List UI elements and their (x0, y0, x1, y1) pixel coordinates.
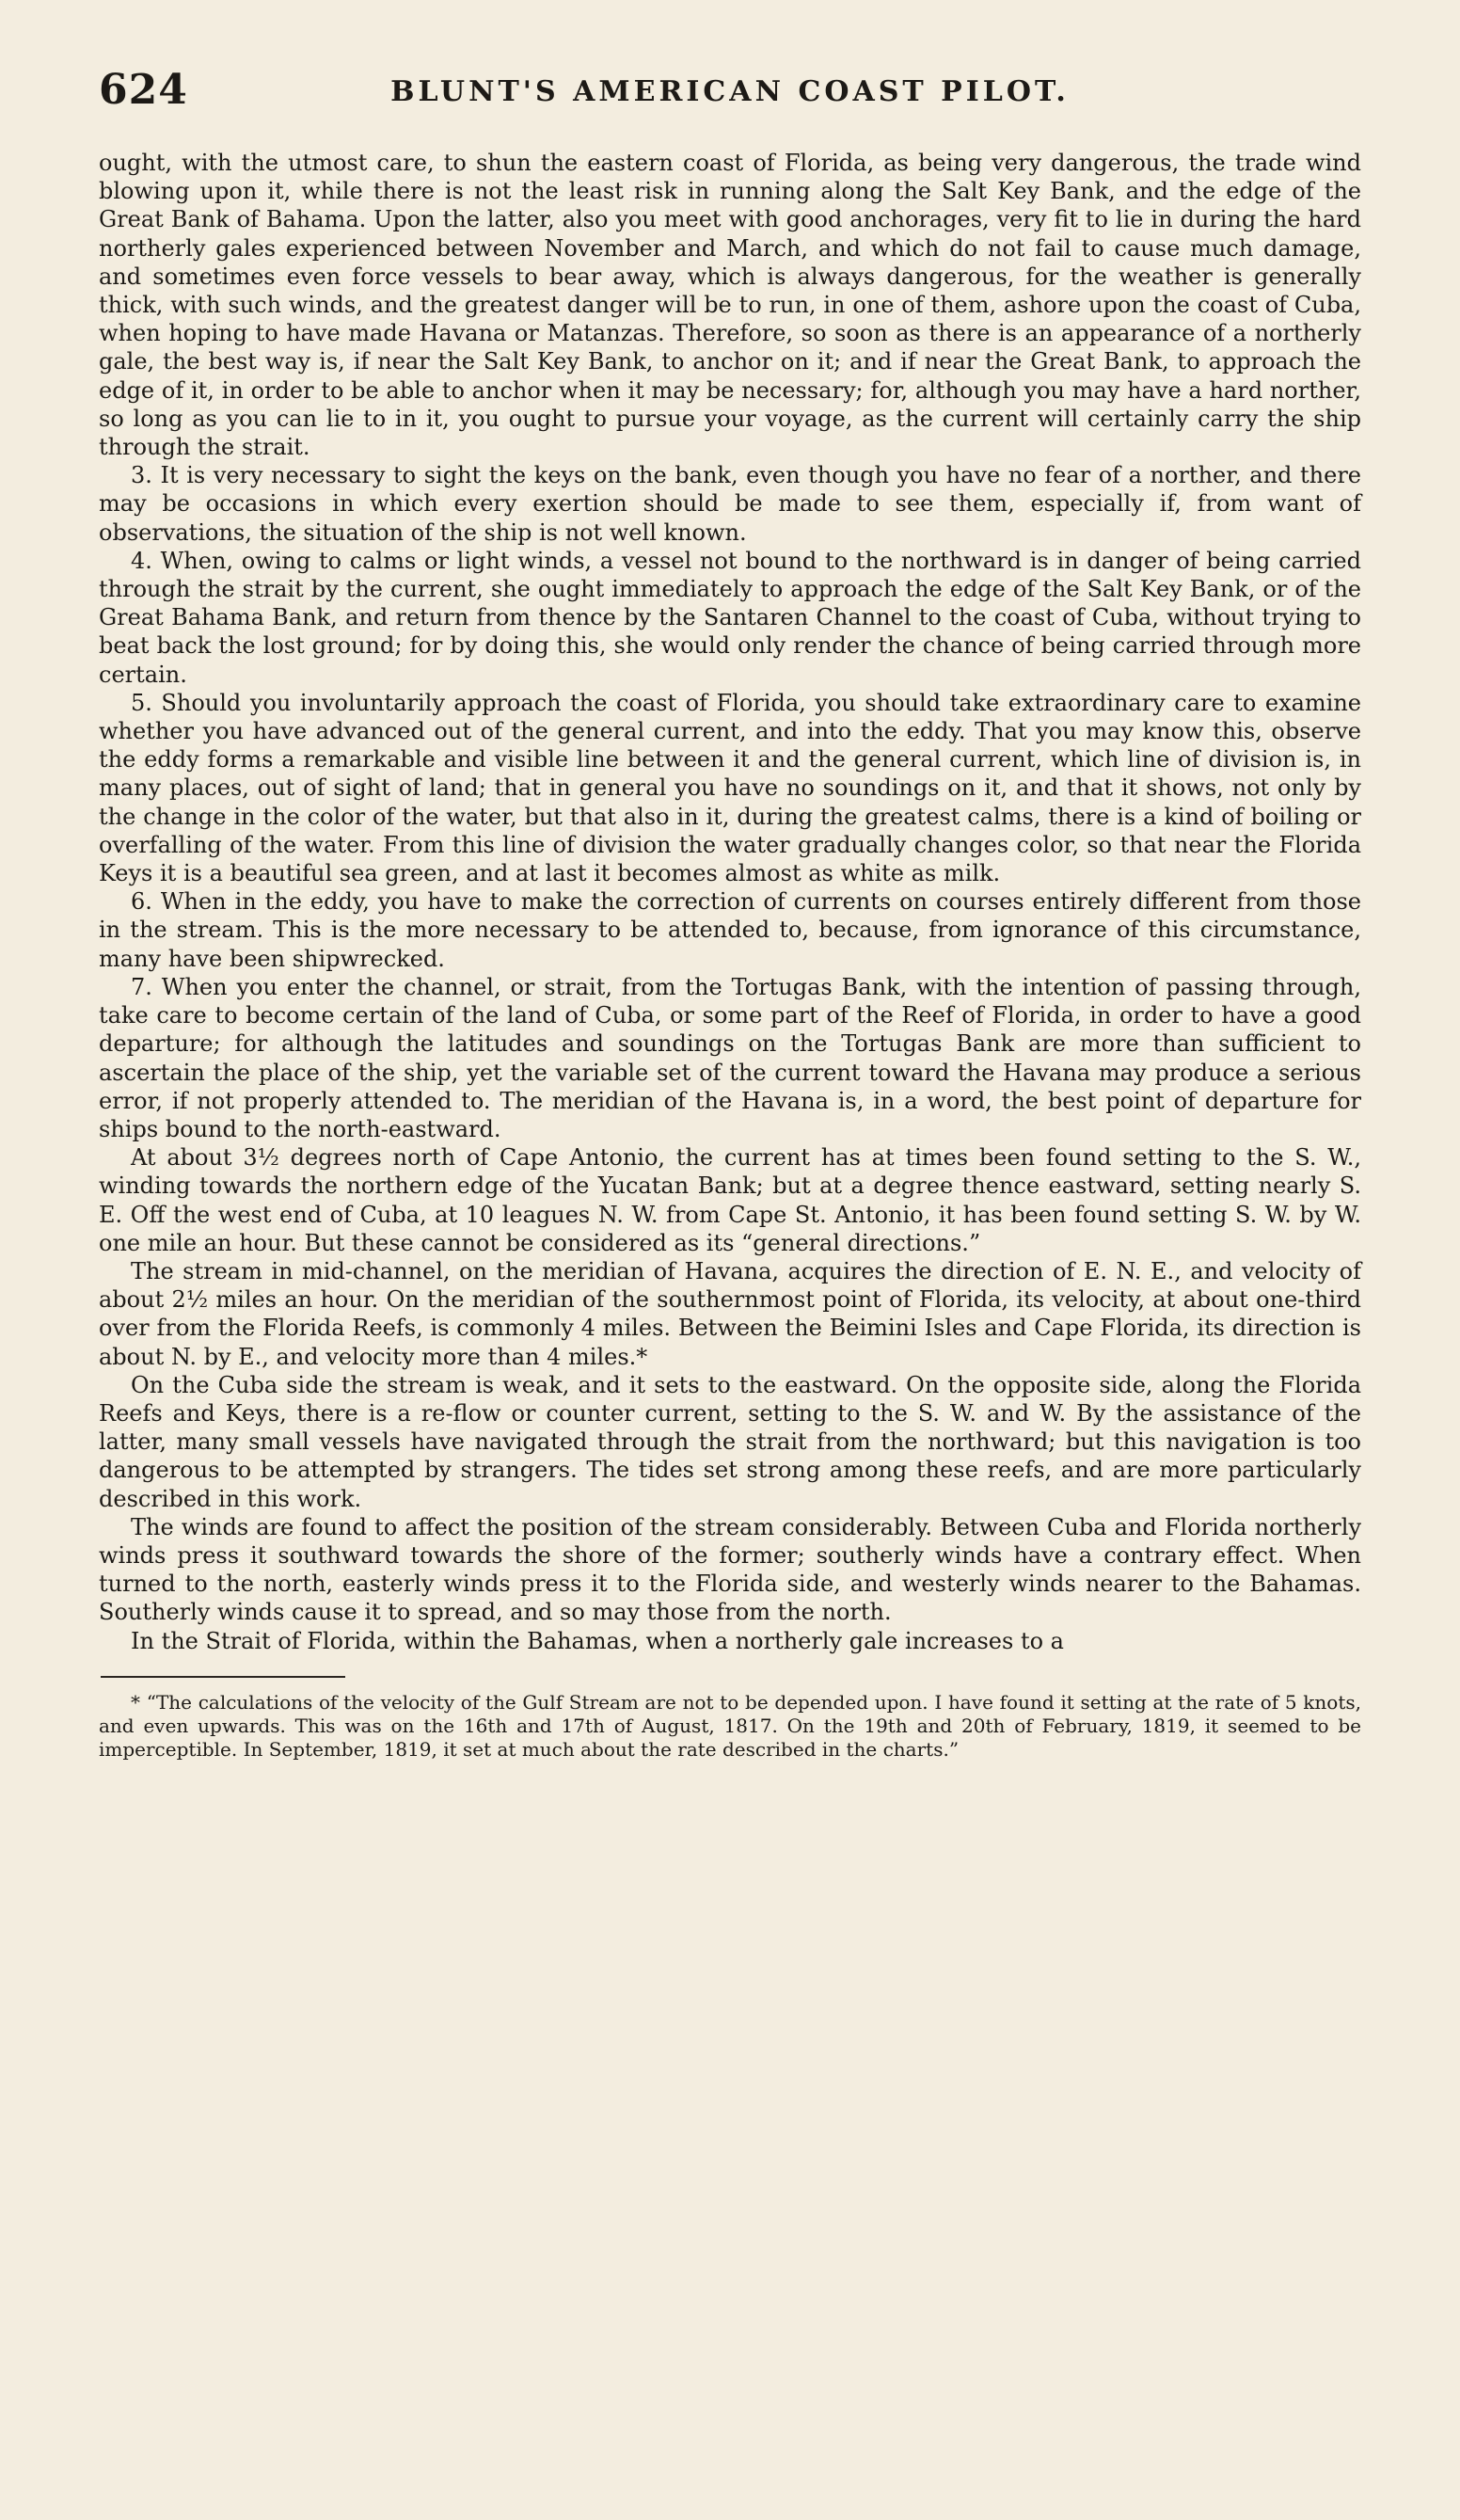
paragraph-cape-antonio: At about 3½ degrees north of Cape Antonio, the current has at times been found setting to the S. W., winding towards the northern edge of the Yucatan Bank; but at a degree thence eastward, setting nearly S. E. Off the west end of Cuba, at 10 leagues N. W. from Cape St. Antonio, it has been found setting S. W. by W. one mile an hour. But these cannot be considered as its “general directions.” (99, 1144, 1361, 1256)
page-number: 624 (99, 66, 188, 114)
paragraph-item-6: 6. When in the eddy, you have to make the correction of currents on courses entirely different from those in the stream. This is the more necessary to be attended to, because, from ignorance of this circumstance, many have been shipwrecked. (99, 888, 1361, 972)
paragraph-winds: The winds are found to affect the position of the stream considerably. Between Cuba and Florida northerly winds press it southward towards the shore of the former; southerly winds have a contrary effect. When turned to the north, easterly winds press it to the Florida side, and westerly winds nearer to the Bahamas. Southerly winds cause it to spread, and so may those from the north. (99, 1513, 1361, 1626)
paragraph-item-5: 5. Should you involuntarily approach the coast of Florida, you should take extraordinary care to examine whether you have advanced out of the general current, and into the eddy. That you may know this, observe the eddy forms a remarkable and visible line between it and the general current, which line of division is, in many places, out of sight of land; that in general you have no soundings on it, and that it shows, not only by the change in the color of the water, but that also in it, during the greatest calms, there is a kind of boiling or overfalling of the water. From this line of division the water gradually changes color, so that near the Florida Keys it is a beautiful sea green, and at last it becomes almost as white as milk. (99, 689, 1361, 887)
paragraph-item-4: 4. When, owing to calms or light winds, a vessel not bound to the northward is in danger of being carried through the strait by the current, she ought immediately to approach the edge of the Salt Key Bank, or of the Great Bahama Bank, and return from thence by the Santaren Channel to the coast of Cuba, without trying to beat back the lost ground; for by doing this, she would only render the chance of being carried through more certain. (99, 547, 1361, 688)
paragraph-item-7: 7. When you enter the channel, or strait, from the Tortugas Bank, with the intention of passing through, take care to become certain of the land of Cuba, or some part of the Reef of Florida, in order to have a good departure; for although the latitudes and soundings on the Tortugas Bank are more than sufficient to ascertain the place of the ship, yet the variable set of the current toward the Havana may produce a serious error, if not properly attended to. The meridian of the Havana is, in a word, the best point of departure for ships bound to the north-eastward. (99, 973, 1361, 1142)
footnote-divider (101, 1676, 345, 1678)
paragraph-mid-channel: The stream in mid-channel, on the meridian of Havana, acquires the direction of E. N. E., and velocity of about 2½ miles an hour. On the meridian of the southernmost point of Florida, its velocity, at about one-third over from the Florida Reefs, is commonly 4 miles. Between the Beimini Isles and Cape Florida, its direction is about N. by E., and velocity more than 4 miles.* (99, 1257, 1361, 1370)
running-title: BLUNT'S AMERICAN COAST PILOT. (390, 75, 1070, 108)
paragraph-strait-of-florida: In the Strait of Florida, within the Bahamas, when a northerly gale increases to a (131, 1627, 1064, 1654)
body-text (99, 149, 1361, 1655)
paragraph-continuation: ought, with the utmost care, to shun the eastern coast of Florida, as being very dangerous, the trade wind blowing upon it, while there is not the least risk in running along the Salt Key Bank, and the edge of the Great Bank of Bahama. Upon the latter, also you meet with good anchorages, very fit to lie in during the hard northerly gales experienced between November and March, and which do not fail to cause much damage, and sometimes even force vessels to bear away, which is always dangerous, for the weather is generally thick, with such winds, and the greatest danger will be to run, in one of them, ashore upon the coast of Cuba, when hoping to have made Havana or Matanzas. Therefore, so soon as there is an appearance of a northerly gale, the best way is, if near the Salt Key Bank, to anchor on it; and if near the Great Bank, to approach the edge of it, in order to be able to anchor when it may be necessary; for, although you may have a hard norther, so long as you can lie to in it, you ought to pursue your voyage, as the current will certainly carry the ship through the strait. (99, 150, 1361, 461)
paragraph-cuba-side: On the Cuba side the stream is weak, and it sets to the eastward. On the opposite side, along the Florida Reefs and Keys, there is a re-flow or counter current, setting to the S. W. and W. By the assistance of the latter, many small vessels have navigated through the strait from the northward; but this navigation is too dangerous to be attempted by strangers. The tides set strong among these reefs, and are more particularly described in this work. (99, 1371, 1361, 1512)
footnote: * “The calculations of the velocity of the Gulf Stream are not to be depended upon. I have found it setting at the rate of 5 knots, and even upwards. This was on the 16th and 17th of August, 1817. On the 19th and 20th of February, 1819, it seemed to be imperceptible. In September, 1819, it set at much about the rate described in the charts.” (99, 1690, 1361, 1761)
page-header (99, 66, 1361, 149)
paragraph-item-3: 3. It is very necessary to sight the keys on the bank, even though you have no fear of a norther, and there may be occasions in which every exertion should be made to see them, especially if, from want of observations, the situation of the ship is not well known. (99, 462, 1361, 546)
